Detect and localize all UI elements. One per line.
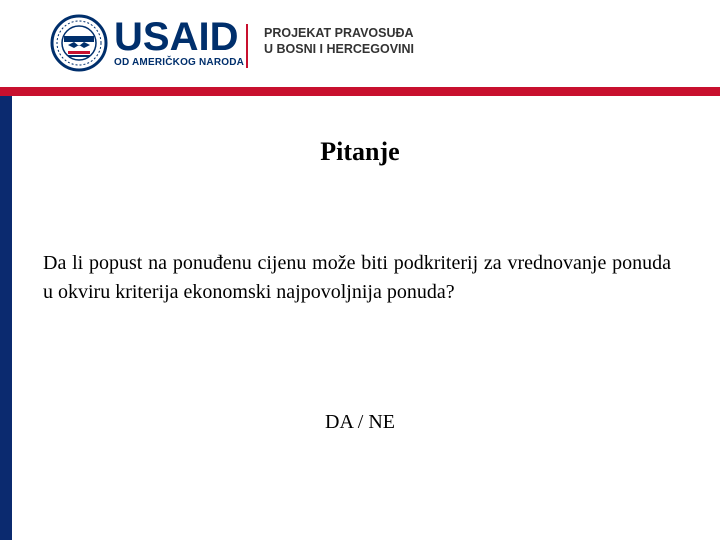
answer-options: DA / NE (325, 411, 395, 433)
project-name-line-1: PROJEKAT PRAVOSUĐA (264, 26, 414, 40)
usaid-seal-icon (50, 12, 108, 74)
question-text: Da li popust na ponuđenu cijenu može biti podkriterij za vrednovanje ponuda u okviru kriterija ekonomski najpovoljnija ponuda? (43, 252, 671, 303)
slide-header (0, 0, 720, 87)
usaid-logo-subtitle: OD AMERIČKOG NARODA (114, 57, 245, 68)
project-name (264, 25, 414, 57)
slide-title: Pitanje (320, 137, 400, 166)
logo-divider (246, 24, 248, 68)
header-red-band (0, 87, 720, 96)
usaid-logo-wordmark: USAID (114, 15, 239, 59)
project-name-line-2: U BOSNI I HERCEGOVINI (264, 42, 415, 56)
